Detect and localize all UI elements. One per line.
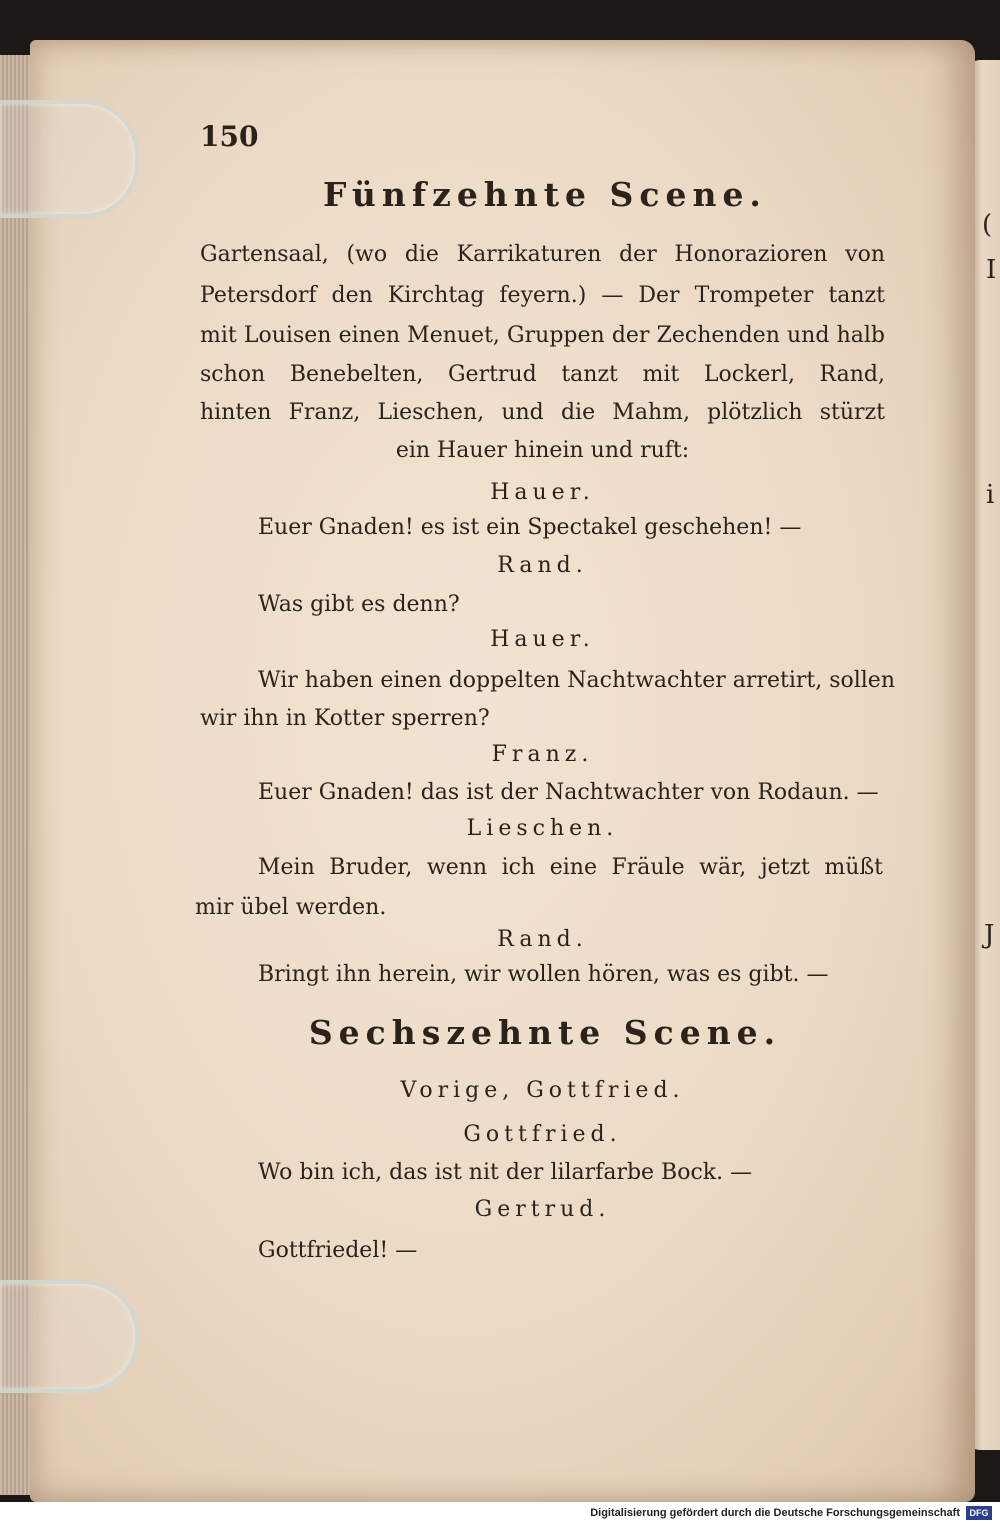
page-clamp-bottom bbox=[0, 1280, 139, 1393]
speaker-name: Rand. bbox=[497, 927, 588, 952]
next-page-fragment: ( bbox=[982, 210, 993, 240]
page-clamp-top bbox=[0, 100, 139, 218]
stage-direction-line: hinten Franz, Lieschen, und die Mahm, plötzlich stürzt bbox=[200, 400, 885, 425]
dialogue-line: Euer Gnaden! es ist ein Spectakel geschehen! — bbox=[258, 515, 802, 540]
dialogue-line: wir ihn in Kotter sperren? bbox=[200, 706, 490, 731]
speaker-name: Hauer. bbox=[490, 480, 595, 505]
scene-15-heading: Fünfzehnte Scene. bbox=[323, 175, 767, 214]
stage-direction: Vorige, Gottfried. bbox=[400, 1078, 685, 1103]
dialogue-line: Mein Bruder, wenn ich eine Fräule wär, jetzt müßt bbox=[258, 855, 883, 880]
stage-direction-line: ein Hauer hinein und ruft: bbox=[395, 438, 690, 463]
stage-direction-line: mit Louisen einen Menuet, Gruppen der Zechenden und halb bbox=[200, 323, 885, 348]
funding-credit: Digitalisierung gefördert durch die Deutsche Forschungsgemeinschaft bbox=[590, 1507, 960, 1519]
stage-direction-line: schon Benebelten, Gertrud tanzt mit Lockerl, Rand, bbox=[200, 362, 885, 387]
next-page-fragment: i bbox=[986, 480, 995, 510]
footer-bar bbox=[0, 1502, 1000, 1524]
dialogue-line: Wo bin ich, das ist nit der lilarfarbe Bock. — bbox=[258, 1160, 753, 1185]
stage-direction-line: Gartensaal, (wo die Karrikaturen der Honorazioren von bbox=[200, 242, 885, 267]
speaker-name: Rand. bbox=[497, 553, 588, 578]
speaker-name: Gertrud. bbox=[474, 1197, 611, 1222]
page-number: 150 bbox=[200, 120, 259, 153]
dialogue-line: Bringt ihn herein, wir wollen hören, was es gibt. — bbox=[258, 962, 829, 987]
next-page-fragment: J bbox=[984, 920, 995, 950]
speaker-name: Franz. bbox=[491, 742, 594, 767]
next-page-fragment: I bbox=[986, 255, 997, 285]
speaker-name: Hauer. bbox=[490, 627, 595, 652]
stage-direction-line: Petersdorf den Kirchtag feyern.) — Der Trompeter tanzt bbox=[200, 283, 885, 308]
dfg-logo: DFG bbox=[966, 1506, 992, 1520]
speaker-name: Lieschen. bbox=[466, 816, 619, 841]
dialogue-line: Euer Gnaden! das ist der Nachtwachter von Rodaun. — bbox=[258, 780, 879, 805]
scene-16-heading: Sechszehnte Scene. bbox=[308, 1013, 782, 1052]
dialogue-line: Was gibt es denn? bbox=[258, 592, 460, 617]
speaker-name: Gottfried. bbox=[463, 1122, 622, 1147]
dialogue-line: mir übel werden. bbox=[195, 895, 387, 920]
dialogue-line: Gottfriedel! — bbox=[258, 1238, 418, 1263]
dialogue-line: Wir haben einen doppelten Nachtwachter arretirt, sollen bbox=[258, 668, 895, 693]
